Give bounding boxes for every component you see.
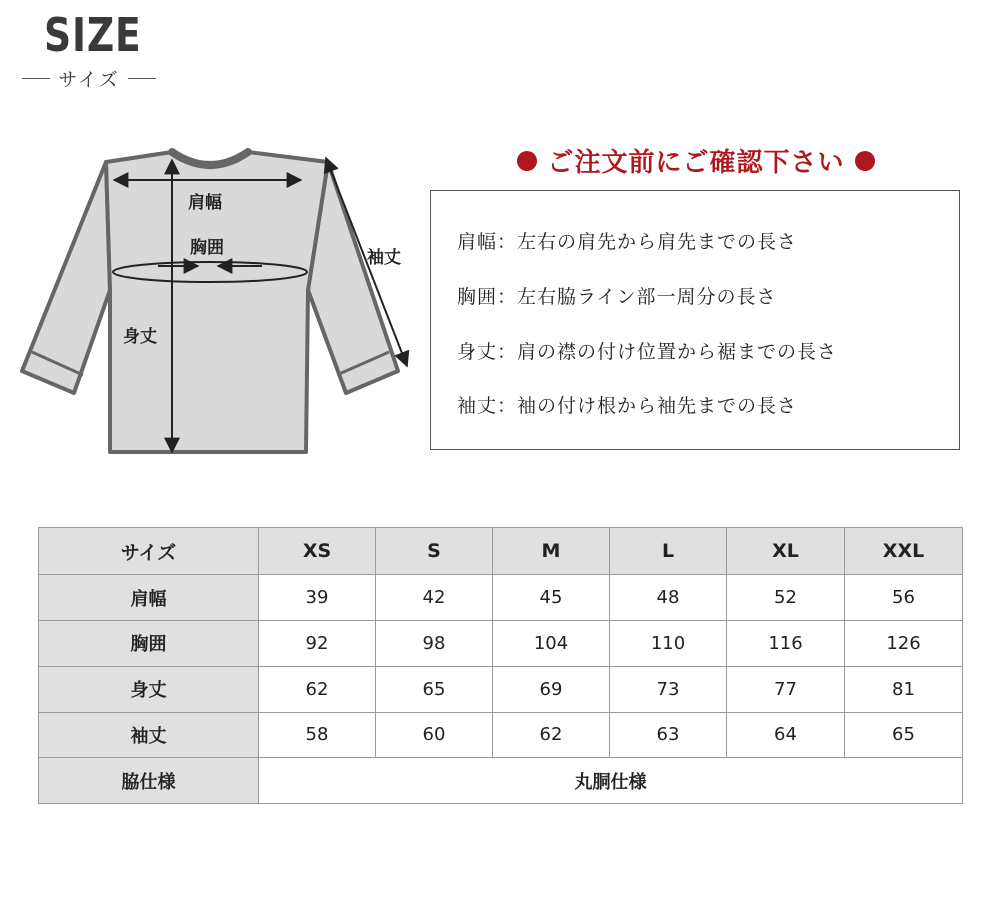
table-cell: 104 [493, 621, 610, 667]
shirt-collar [172, 152, 248, 165]
table-cell: 63 [610, 712, 727, 758]
table-cell: 42 [376, 575, 493, 621]
size-header-cell: XS [259, 528, 376, 575]
sleeve-label: 袖丈 [367, 248, 401, 268]
row-label-cell: 袖丈 [39, 712, 259, 758]
row-label-cell: 身丈 [39, 666, 259, 712]
definition-term: 身丈 [457, 341, 498, 363]
table-cell: 81 [845, 666, 963, 712]
notice-text: ご注文前にご確認下さい [547, 148, 845, 178]
definition-row [457, 391, 797, 418]
order-notice [430, 142, 962, 179]
right-dot-icon [855, 151, 875, 171]
chest-label: 胸囲 [190, 238, 224, 258]
table-corner-cell: サイズ [39, 528, 259, 575]
table-cell: 69 [493, 666, 610, 712]
table-cell: 110 [610, 621, 727, 667]
table-row [39, 758, 963, 804]
definition-text: 左右脇ライン部一周分の長さ [517, 286, 777, 308]
table-cell: 58 [259, 712, 376, 758]
table-cell: 98 [376, 621, 493, 667]
table-cell: 64 [727, 712, 845, 758]
shoulder-label: 肩幅 [188, 193, 222, 213]
left-rule [22, 78, 50, 79]
table-cell: 56 [845, 575, 963, 621]
row-label-cell: 胸囲 [39, 621, 259, 667]
table-row [39, 575, 963, 621]
row-label-cell: 肩幅 [39, 575, 259, 621]
table-cell: 116 [727, 621, 845, 667]
size-subtitle: サイズ [58, 68, 120, 91]
table-cell: 48 [610, 575, 727, 621]
length-label: 身丈 [123, 327, 157, 347]
size-header-cell: XXL [845, 528, 963, 575]
definition-term: 胸囲 [457, 286, 498, 308]
left-sleeve [22, 162, 110, 393]
definition-separator: ： [497, 395, 518, 417]
table-header-row [39, 528, 963, 575]
size-header-cell: L [610, 528, 727, 575]
size-header-cell: S [376, 528, 493, 575]
definition-separator: ： [497, 231, 518, 253]
definition-term: 肩幅 [457, 231, 498, 253]
definition-separator: ： [497, 341, 518, 363]
right-rule [128, 78, 156, 79]
size-header-cell: M [493, 528, 610, 575]
table-cell: 65 [376, 666, 493, 712]
table-cell: 126 [845, 621, 963, 667]
size-heading: SIZE [44, 8, 142, 62]
definition-text: 袖の付け根から袖先までの長さ [517, 395, 798, 417]
size-header-cell: XL [727, 528, 845, 575]
definition-text: 左右の肩先から肩先までの長さ [517, 231, 798, 253]
definition-row [457, 227, 797, 254]
table-cell: 65 [845, 712, 963, 758]
definition-term: 袖丈 [457, 395, 498, 417]
left-dot-icon [517, 151, 537, 171]
size-table [38, 527, 963, 804]
table-cell: 92 [259, 621, 376, 667]
table-cell: 73 [610, 666, 727, 712]
table-cell: 60 [376, 712, 493, 758]
side-spec-cell: 丸胴仕様 [259, 758, 963, 804]
row-label-cell: 脇仕様 [39, 758, 259, 804]
definition-text: 肩の襟の付け位置から裾までの長さ [517, 341, 838, 363]
table-cell: 77 [727, 666, 845, 712]
table-row [39, 621, 963, 667]
table-cell: 62 [259, 666, 376, 712]
size-subheading [14, 64, 164, 92]
definition-row [457, 282, 776, 309]
definition-row [457, 337, 837, 364]
table-cell: 62 [493, 712, 610, 758]
garment-diagram [0, 140, 430, 470]
table-cell: 45 [493, 575, 610, 621]
table-cell: 52 [727, 575, 845, 621]
table-row [39, 712, 963, 758]
definition-separator: ： [497, 286, 518, 308]
table-row [39, 666, 963, 712]
measurement-definitions [430, 190, 960, 450]
table-cell: 39 [259, 575, 376, 621]
